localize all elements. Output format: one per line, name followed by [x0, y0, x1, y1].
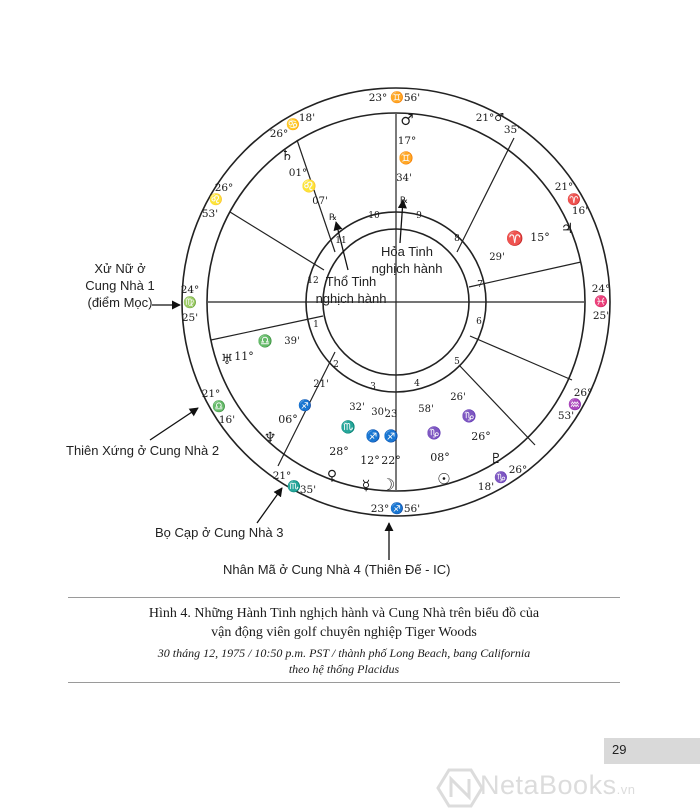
label-saturn-line1: Thổ Tinh	[325, 274, 377, 289]
saturn-sign: ♌	[301, 179, 317, 193]
label-scorpio-house3: Bọ Cạp ở Cung Nhà 3	[155, 525, 284, 540]
cusp-12-minute: 18'	[298, 112, 316, 124]
label-saturn-retro	[306, 273, 396, 307]
saturn-minute: 07'	[312, 196, 328, 207]
arrow-mars	[400, 200, 403, 243]
cusp-1-minute: 56'	[403, 92, 421, 104]
neptune-icon: ♆	[263, 430, 277, 446]
cusp-11-minute: 53'	[201, 208, 219, 220]
label-mars-line2: nghịch hành	[371, 261, 443, 276]
label-sagittarius-house4: Nhân Mã ở Cung Nhà 4 (Thiên Đế - IC)	[223, 562, 451, 577]
cusp-line-6	[470, 336, 572, 380]
cusp-1-degree: 23°	[368, 92, 388, 104]
pluto-icon: ♇	[489, 451, 503, 467]
caption-rule-bottom	[68, 682, 620, 683]
saturn-degree: 01°	[288, 167, 308, 179]
moon-minute: 23	[384, 409, 398, 420]
caption-title-line1: Hình 4. Những Hành Tinh nghịch hành và Cung Nhà trên biểu đồ của	[148, 606, 540, 621]
venus-minute: 32'	[349, 402, 365, 413]
mars-icon: ♂	[400, 111, 414, 129]
cusp-10-minute: 25'	[181, 312, 199, 324]
label-virgo-house1	[72, 260, 168, 311]
house-number-1: 1	[313, 320, 319, 330]
label-mars-line1: Hỏa Tinh	[380, 244, 434, 259]
moon-icon: ☽	[380, 475, 396, 494]
label-virgo-line2: Cung Nhà 1	[85, 278, 155, 293]
watermark-tld: .vn	[616, 782, 636, 797]
sun-degree: 08°	[430, 451, 450, 464]
pluto-sign: ♑	[461, 409, 477, 423]
cusp-10-sign: ♍	[183, 296, 197, 309]
label-libra-house2: Thiên Xứng ở Cung Nhà 2	[66, 443, 220, 458]
mars-degree: 17°	[397, 135, 417, 147]
venus-degree: 28°	[329, 445, 349, 458]
saturn-retrograde-icon: ℞	[328, 213, 338, 223]
cusp-line-8	[469, 262, 581, 287]
mars-retrograde-icon: ℞	[399, 196, 409, 206]
sun-icon: ☉	[437, 470, 451, 488]
sun-minute: 58'	[418, 404, 434, 415]
cusp-12-sign: ♋	[286, 118, 300, 131]
pluto-minute: 26'	[450, 392, 466, 403]
cusp-line-12	[230, 212, 324, 270]
cusp-6-degree: 26°	[508, 464, 528, 476]
cusp-7-degree: 23°	[370, 503, 390, 515]
label-mars-retro	[362, 243, 452, 277]
mars-minute: 34'	[396, 173, 412, 184]
house-number-11: 11	[335, 236, 347, 246]
moon-minute-2: 30'	[371, 407, 387, 418]
house-number-5: 5	[454, 357, 460, 367]
cusp-9-sign: ♎	[212, 400, 226, 413]
cusp-3-degree: 21°	[554, 181, 574, 193]
cusp-11-sign: ♌	[209, 193, 223, 206]
jupiter-minute: 29'	[489, 252, 505, 263]
cusp-4-sign: ♓	[594, 295, 608, 308]
cusp-11-degree: 26°	[214, 182, 234, 194]
house-number-10: 10	[368, 211, 380, 221]
uranus-sign: ♎	[257, 334, 273, 348]
cusp-4-degree: 24°	[591, 283, 611, 295]
watermark-brand: NetaBooks	[480, 770, 617, 800]
uranus-minute: 39'	[284, 336, 300, 347]
cusp-5-degree: 26°	[573, 387, 593, 399]
caption-rule-top	[68, 597, 620, 598]
moon-degree: 22°	[381, 454, 401, 467]
house-number-7: 7	[477, 280, 483, 290]
house-number-8: 8	[454, 234, 460, 244]
cusp-2-sign: ♂	[494, 111, 504, 124]
sun-sign: ♑	[426, 426, 442, 440]
cusp-5-minute: 53'	[557, 410, 575, 422]
uranus-degree: 11°	[234, 350, 254, 363]
page-number: 29	[612, 742, 627, 757]
neptune-minute: 21'	[313, 379, 329, 390]
watermark-text	[480, 770, 635, 801]
cusp-9-degree: 21°	[201, 388, 221, 400]
house-number-3: 3	[370, 382, 376, 392]
uranus-icon: ♅	[220, 352, 234, 368]
cusp-7-minute: 56'	[403, 503, 421, 515]
cusp-6-minute: 18'	[477, 481, 495, 493]
cusp-10-degree: 24°	[180, 284, 200, 296]
cusp-3-sign: ♈	[567, 193, 581, 206]
mercury-icon: ☿	[361, 478, 371, 494]
house-number-4: 4	[414, 379, 420, 389]
jupiter-degree: 15°	[530, 231, 550, 244]
neptune-degree: 06°	[278, 413, 298, 426]
cusp-1-sign: ♊	[390, 91, 404, 104]
moon-sign: ♐	[383, 429, 399, 443]
label-virgo-line1: Xử Nữ ở	[94, 261, 146, 276]
label-virgo-line3: (điểm Mọc)	[87, 295, 153, 310]
caption-sub-line2: theo hệ thống Placidus	[288, 662, 400, 676]
cusp-8-sign: ♏	[287, 480, 301, 493]
cusp-8-minute: 35'	[299, 484, 317, 496]
mercury-degree: 12°	[360, 454, 380, 467]
label-saturn-line2: nghịch hành	[315, 291, 387, 306]
saturn-icon: ♄	[280, 148, 294, 164]
jupiter-icon: ♃	[560, 221, 574, 237]
venus-icon: ♀	[326, 468, 338, 484]
cusp-2-minute: 35'	[503, 124, 521, 136]
cusp-9-minute: 16'	[218, 414, 236, 426]
cusp-2-degree: 21°	[475, 112, 495, 124]
caption-title-line2: vận động viên golf chuyên nghiệp Tiger Woods	[211, 625, 477, 640]
pluto-degree: 26°	[471, 430, 491, 443]
house-number-6: 6	[476, 317, 482, 327]
house-number-9: 9	[416, 211, 422, 221]
mars-sign: ♊	[398, 151, 414, 165]
cusp-12-degree: 26°	[269, 128, 289, 140]
house-number-2: 2	[333, 360, 339, 370]
cusp-4-minute: 25'	[592, 310, 610, 322]
cusp-3-minute: 16'	[571, 205, 589, 217]
cusp-6-sign: ♑	[494, 471, 508, 484]
cusp-7-sign: ♐	[390, 502, 404, 515]
arrow-scorpio	[257, 488, 282, 523]
house-number-12: 12	[307, 276, 319, 286]
caption-sub-line1: 30 tháng 12, 1975 / 10:50 p.m. PST / thành phố Long Beach, bang California	[157, 646, 531, 660]
mercury-sign: ♐	[365, 429, 381, 443]
cusp-8-degree: 21°	[272, 470, 292, 482]
neptune-sign: ♐	[298, 399, 312, 412]
arrow-libra	[150, 408, 198, 440]
cusp-5-sign: ♒	[568, 398, 582, 411]
venus-sign: ♏	[340, 420, 356, 434]
aries-icon: ♈	[506, 231, 524, 247]
